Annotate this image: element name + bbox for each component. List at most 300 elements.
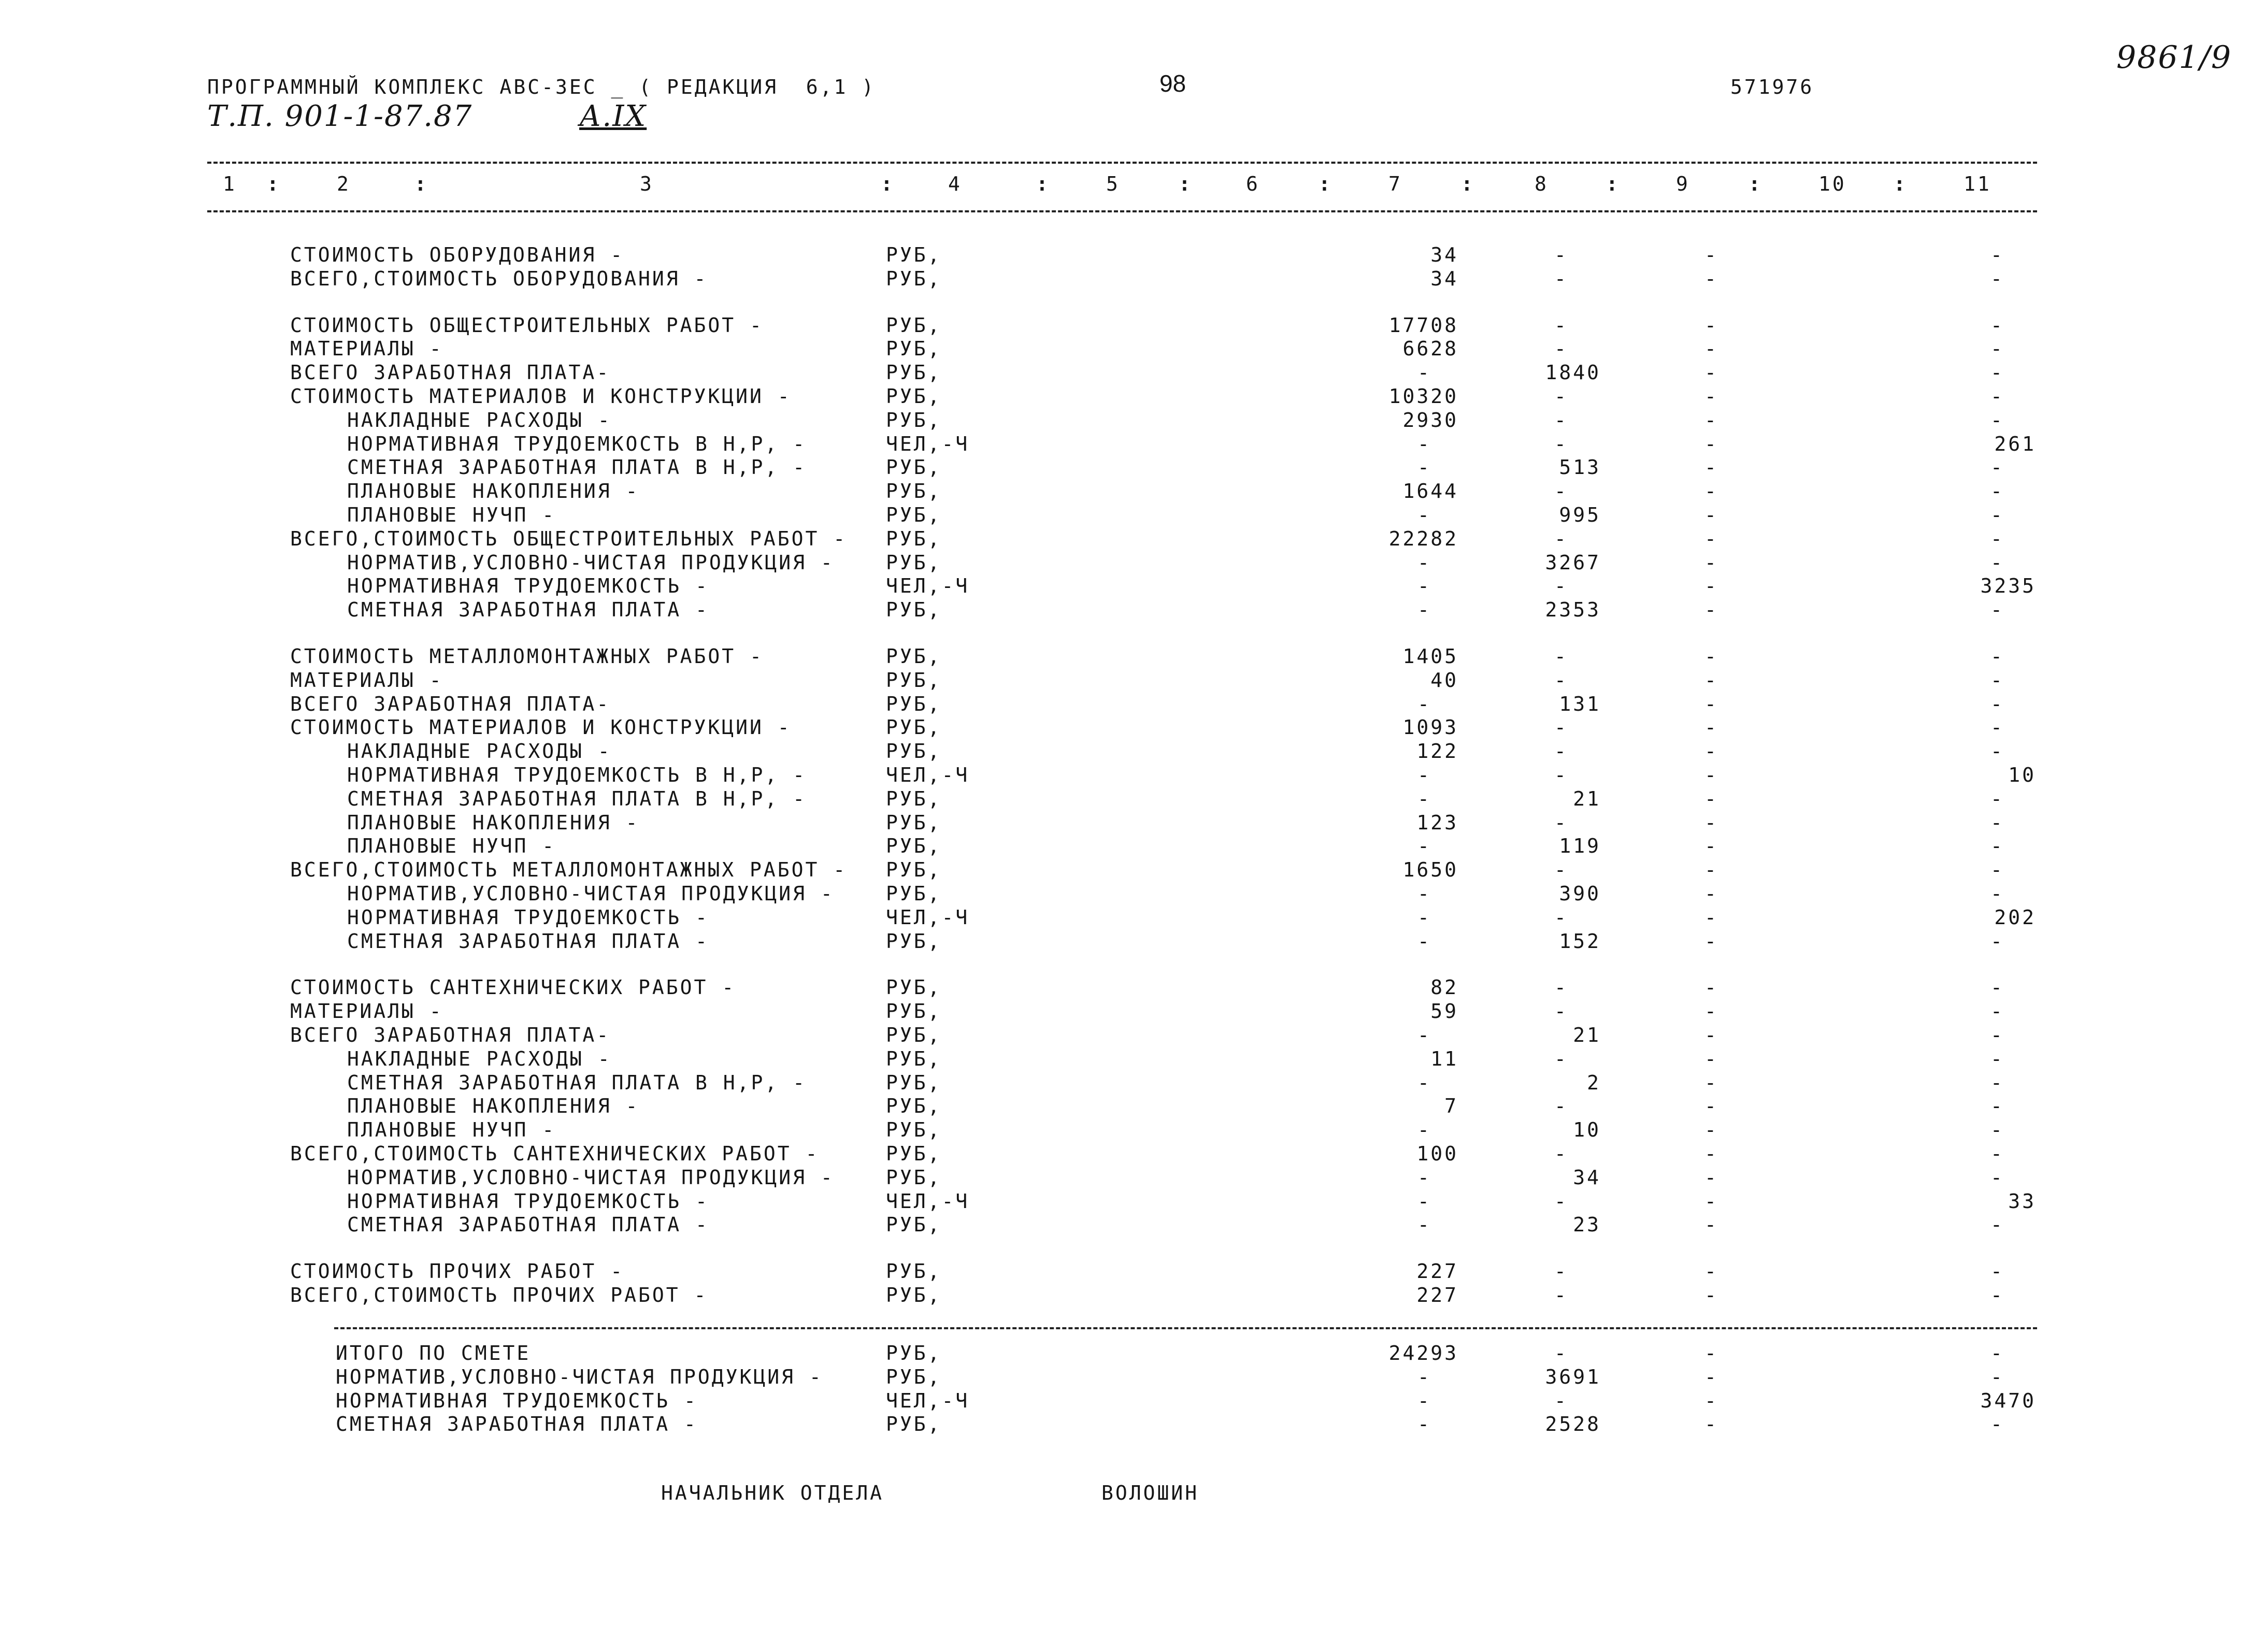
cell-c9: - — [1704, 598, 1718, 621]
cell-c11: - — [1990, 1366, 2004, 1388]
row-unit: РУБ, — [886, 1260, 942, 1283]
cell-c8: 21 — [1573, 1024, 1601, 1046]
cell-c8: - — [1554, 433, 1568, 455]
cell-c9: - — [1704, 409, 1718, 432]
cell-c9: - — [1704, 1342, 1718, 1364]
row-unit: РУБ, — [886, 740, 942, 763]
cell-c7: 24293 — [1388, 1342, 1458, 1364]
row-label: ПЛАНОВЫЕ НАКОПЛЕНИЯ - — [347, 811, 640, 834]
cell-c9: - — [1704, 1389, 1718, 1412]
cell-c11: - — [1990, 456, 2004, 479]
cell-c7: 1093 — [1402, 716, 1458, 739]
cell-c9: - — [1704, 243, 1718, 266]
cell-c7: - — [1417, 1024, 1431, 1046]
cell-c9: - — [1704, 740, 1718, 763]
cell-c7: 17708 — [1388, 314, 1458, 337]
cell-c11: - — [1990, 1413, 2004, 1435]
cell-c7: - — [1417, 551, 1431, 574]
row-unit: РУБ, — [886, 456, 942, 479]
cell-c8: - — [1554, 1342, 1568, 1364]
row-unit: РУБ, — [886, 787, 942, 810]
cell-c7: - — [1417, 1213, 1431, 1236]
cell-c7: - — [1417, 1190, 1431, 1213]
cell-c8: 2528 — [1545, 1413, 1601, 1435]
row-unit: РУБ, — [886, 243, 942, 266]
cell-c7: - — [1417, 1366, 1431, 1388]
cell-c11: - — [1990, 551, 2004, 574]
row-unit: РУБ, — [886, 504, 942, 526]
column-separator: : — [1461, 173, 1475, 195]
project-code: Т.П. 901-1-87.87 — [207, 99, 473, 133]
row-label: СМЕТНАЯ ЗАРАБОТНАЯ ПЛАТА - — [347, 598, 709, 621]
cell-c8: 995 — [1559, 504, 1601, 526]
row-unit: РУБ, — [886, 1024, 942, 1046]
row-unit: РУБ, — [886, 811, 942, 834]
cell-c8: - — [1554, 1260, 1568, 1283]
column-separator: : — [414, 173, 428, 195]
cell-c9: - — [1704, 480, 1718, 502]
cell-c7: 82 — [1430, 976, 1458, 999]
cell-c7: - — [1417, 906, 1431, 929]
cell-c9: - — [1704, 976, 1718, 999]
cell-c7: 7 — [1444, 1095, 1458, 1117]
cell-c7: 10320 — [1388, 385, 1458, 408]
cell-c11: 3470 — [1980, 1389, 2036, 1412]
cell-c11: 261 — [1994, 433, 2036, 455]
row-label: МАТЕРИАЛЫ - — [290, 337, 443, 360]
row-unit: РУБ, — [886, 480, 942, 502]
cell-c9: - — [1704, 1284, 1718, 1306]
cell-c8: - — [1554, 314, 1568, 337]
cell-c9: - — [1704, 811, 1718, 834]
cell-c8: - — [1554, 740, 1568, 763]
row-label: СМЕТНАЯ ЗАРАБОТНАЯ ПЛАТА - — [347, 930, 709, 953]
cell-c11: - — [1990, 645, 2004, 668]
cell-c8: 1840 — [1545, 361, 1601, 384]
cell-c11: - — [1990, 1118, 2004, 1141]
cell-c8: 2353 — [1545, 598, 1601, 621]
column-separator: : — [1894, 173, 1908, 195]
row-label: НОРМАТИВНАЯ ТРУДОЕМКОСТЬ - — [347, 1190, 709, 1213]
column-header-2: 2 — [337, 173, 351, 195]
totals-separator-rule — [334, 1327, 2037, 1329]
cell-c9: - — [1704, 787, 1718, 810]
column-header-9: 9 — [1676, 173, 1690, 195]
row-unit: ЧЕЛ,-Ч — [886, 1389, 970, 1412]
cell-c8: 513 — [1559, 456, 1601, 479]
row-unit: РУБ, — [886, 693, 942, 715]
column-separator: : — [1749, 173, 1763, 195]
cell-c7: - — [1417, 361, 1431, 384]
column-separator: : — [1036, 173, 1050, 195]
cell-c11: - — [1990, 1260, 2004, 1283]
row-label: СТОИМОСТЬ ОБЩЕСТРОИТЕЛЬНЫХ РАБОТ - — [290, 314, 764, 337]
cell-c7: 227 — [1416, 1284, 1458, 1306]
cell-c11: 3235 — [1980, 574, 2036, 597]
column-header-7: 7 — [1388, 173, 1402, 195]
cell-c11: - — [1990, 669, 2004, 692]
row-label: НОРМАТИВ,УСЛОВНО-ЧИСТАЯ ПРОДУКЦИЯ - — [336, 1366, 823, 1388]
row-unit: РУБ, — [886, 267, 942, 290]
cell-c8: - — [1554, 574, 1568, 597]
cell-c11: - — [1990, 858, 2004, 881]
row-label: ВСЕГО,СТОИМОСТЬ ПРОЧИХ РАБОТ - — [290, 1284, 708, 1306]
row-unit: РУБ, — [886, 1413, 942, 1435]
row-label: МАТЕРИАЛЫ - — [290, 1000, 443, 1023]
cell-c11: - — [1990, 1342, 2004, 1364]
row-label: СТОИМОСТЬ МАТЕРИАЛОВ И КОНСТРУКЦИИ - — [290, 385, 792, 408]
row-unit: РУБ, — [886, 930, 942, 953]
row-label: СТОИМОСТЬ САНТЕХНИЧЕСКИХ РАБОТ - — [290, 976, 736, 999]
row-unit: ЧЕЛ,-Ч — [886, 1190, 970, 1213]
cell-c7: 123 — [1416, 811, 1458, 834]
cell-c9: - — [1704, 1095, 1718, 1117]
row-unit: РУБ, — [886, 1095, 942, 1117]
row-unit: РУБ, — [886, 716, 942, 739]
cell-c8: 21 — [1573, 787, 1601, 810]
cell-c11: - — [1990, 930, 2004, 953]
row-unit: РУБ, — [886, 527, 942, 550]
cell-c11: - — [1990, 385, 2004, 408]
row-label: СТОИМОСТЬ ОБОРУДОВАНИЯ - — [290, 243, 625, 266]
cell-c11: - — [1990, 1047, 2004, 1070]
cell-c8: 119 — [1559, 835, 1601, 857]
row-label: НОРМАТИВНАЯ ТРУДОЕМКОСТЬ - — [347, 906, 709, 929]
cell-c11: - — [1990, 1024, 2004, 1046]
row-unit: РУБ, — [886, 1142, 942, 1165]
album-number: А.IX — [579, 99, 647, 133]
cell-c11: - — [1990, 693, 2004, 715]
cell-c11: - — [1990, 882, 2004, 905]
cell-c7: - — [1417, 930, 1431, 953]
table-top-rule — [207, 162, 2037, 164]
cell-c9: - — [1704, 1047, 1718, 1070]
column-header-8: 8 — [1535, 173, 1549, 195]
column-header-6: 6 — [1246, 173, 1260, 195]
cell-c9: - — [1704, 456, 1718, 479]
cell-c7: - — [1417, 764, 1431, 786]
row-unit: РУБ, — [886, 314, 942, 337]
cell-c7: - — [1417, 598, 1431, 621]
cell-c9: - — [1704, 693, 1718, 715]
cell-c9: - — [1704, 669, 1718, 692]
cell-c9: - — [1704, 930, 1718, 953]
row-label: ВСЕГО,СТОИМОСТЬ МЕТАЛЛОМОНТАЖНЫХ РАБОТ - — [290, 858, 848, 881]
cell-c8: - — [1554, 906, 1568, 929]
cell-c9: - — [1704, 858, 1718, 881]
cell-c11: - — [1990, 1071, 2004, 1094]
cell-c9: - — [1704, 314, 1718, 337]
column-separator: : — [1179, 173, 1193, 195]
cell-c9: - — [1704, 906, 1718, 929]
cell-c9: - — [1704, 527, 1718, 550]
cell-c9: - — [1704, 764, 1718, 786]
cell-c11: - — [1990, 835, 2004, 857]
row-label: НАКЛАДНЫЕ РАСХОДЫ - — [347, 1047, 612, 1070]
cell-c11: 202 — [1994, 906, 2036, 929]
corner-note: 9861/9 — [2116, 39, 2232, 76]
column-header-1: 1 — [223, 173, 237, 195]
row-unit: РУБ, — [886, 1366, 942, 1388]
row-unit: РУБ, — [886, 1047, 942, 1070]
program-title: ПРОГРАММНЫЙ КОМПЛЕКС АВС-3ЕС _ ( РЕДАКЦИЯ 6,1 ) — [207, 76, 876, 98]
cell-c8: - — [1554, 409, 1568, 432]
cell-c9: - — [1704, 1190, 1718, 1213]
cell-c9: - — [1704, 1213, 1718, 1236]
cell-c11: - — [1990, 480, 2004, 502]
cell-c8: - — [1554, 337, 1568, 360]
cell-c9: - — [1704, 716, 1718, 739]
column-header-5: 5 — [1106, 173, 1120, 195]
cell-c9: - — [1704, 882, 1718, 905]
cell-c8: 3691 — [1545, 1366, 1601, 1388]
row-label: НАКЛАДНЫЕ РАСХОДЫ - — [347, 409, 612, 432]
row-unit: ЧЕЛ,-Ч — [886, 764, 970, 786]
row-label: ВСЕГО ЗАРАБОТНАЯ ПЛАТА- — [290, 693, 611, 715]
cell-c8: 2 — [1587, 1071, 1601, 1094]
column-header-11: 11 — [1964, 173, 1991, 195]
cell-c9: - — [1704, 1413, 1718, 1435]
cell-c8: 23 — [1573, 1213, 1601, 1236]
cell-c11: - — [1990, 267, 2004, 290]
row-label: ПЛАНОВЫЕ НАКОПЛЕНИЯ - — [347, 1095, 640, 1117]
row-unit: РУБ, — [886, 1166, 942, 1189]
cell-c11: - — [1990, 243, 2004, 266]
cell-c7: 59 — [1430, 1000, 1458, 1023]
cell-c7: 34 — [1430, 243, 1458, 266]
row-unit: РУБ, — [886, 409, 942, 432]
row-label: СМЕТНАЯ ЗАРАБОТНАЯ ПЛАТА В Н,Р, - — [347, 787, 807, 810]
row-label: ВСЕГО,СТОИМОСТЬ САНТЕХНИЧЕСКИХ РАБОТ - — [290, 1142, 820, 1165]
row-unit: РУБ, — [886, 598, 942, 621]
cell-c11: - — [1990, 716, 2004, 739]
cell-c11: - — [1990, 1095, 2004, 1117]
cell-c11: - — [1990, 1000, 2004, 1023]
cell-c9: - — [1704, 361, 1718, 384]
row-label: НАКЛАДНЫЕ РАСХОДЫ - — [347, 740, 612, 763]
cell-c8: 152 — [1559, 930, 1601, 953]
cell-c11: - — [1990, 527, 2004, 550]
cell-c9: - — [1704, 337, 1718, 360]
header-bottom-rule — [207, 210, 2037, 212]
cell-c7: 34 — [1430, 267, 1458, 290]
cell-c8: - — [1554, 976, 1568, 999]
cell-c11: - — [1990, 504, 2004, 526]
row-unit: РУБ, — [886, 385, 942, 408]
row-unit: РУБ, — [886, 1071, 942, 1094]
cell-c8: - — [1554, 1389, 1568, 1412]
cell-c7: - — [1417, 1413, 1431, 1435]
cell-c8: - — [1554, 1142, 1568, 1165]
row-label: НОРМАТИВ,УСЛОВНО-ЧИСТАЯ ПРОДУКЦИЯ - — [347, 882, 835, 905]
row-unit: ЧЕЛ,-Ч — [886, 906, 970, 929]
row-unit: РУБ, — [886, 1284, 942, 1306]
cell-c7: 1650 — [1402, 858, 1458, 881]
cell-c8: - — [1554, 1190, 1568, 1213]
cell-c9: - — [1704, 1071, 1718, 1094]
row-unit: РУБ, — [886, 1213, 942, 1236]
row-label: СТОИМОСТЬ ПРОЧИХ РАБОТ - — [290, 1260, 625, 1283]
cell-c7: - — [1417, 693, 1431, 715]
row-label: НОРМАТИВНАЯ ТРУДОЕМКОСТЬ - — [336, 1389, 698, 1412]
row-label: НОРМАТИВНАЯ ТРУДОЕМКОСТЬ - — [347, 574, 709, 597]
column-header-3: 3 — [640, 173, 654, 195]
row-label: ИТОГО ПО СМЕТЕ — [336, 1342, 531, 1364]
row-label: НОРМАТИВНАЯ ТРУДОЕМКОСТЬ В Н,Р, - — [347, 764, 807, 786]
cell-c7: 1405 — [1402, 645, 1458, 668]
cell-c11: - — [1990, 1166, 2004, 1189]
cell-c7: 100 — [1416, 1142, 1458, 1165]
row-unit: РУБ, — [886, 882, 942, 905]
row-unit: РУБ, — [886, 1000, 942, 1023]
row-label: НОРМАТИВ,УСЛОВНО-ЧИСТАЯ ПРОДУКЦИЯ - — [347, 1166, 835, 1189]
cell-c9: - — [1704, 1000, 1718, 1023]
cell-c7: - — [1417, 1166, 1431, 1189]
cell-c9: - — [1704, 645, 1718, 668]
row-unit: РУБ, — [886, 645, 942, 668]
cell-c8: - — [1554, 764, 1568, 786]
column-separator: : — [881, 173, 895, 195]
cell-c8: 10 — [1573, 1118, 1601, 1141]
cell-c7: - — [1417, 433, 1431, 455]
row-label: ВСЕГО,СТОИМОСТЬ ОБЩЕСТРОИТЕЛЬНЫХ РАБОТ - — [290, 527, 848, 550]
cell-c7: 6628 — [1402, 337, 1458, 360]
cell-c9: - — [1704, 1118, 1718, 1141]
row-label: СМЕТНАЯ ЗАРАБОТНАЯ ПЛАТА - — [347, 1213, 709, 1236]
row-unit: РУБ, — [886, 1118, 942, 1141]
signature-name: ВОЛОШИН — [1101, 1482, 1199, 1504]
row-unit: РУБ, — [886, 858, 942, 881]
cell-c11: - — [1990, 1213, 2004, 1236]
cell-c11: - — [1990, 976, 2004, 999]
cell-c11: - — [1990, 1142, 2004, 1165]
cell-c8: - — [1554, 267, 1568, 290]
cell-c8: - — [1554, 811, 1568, 834]
row-label: МАТЕРИАЛЫ - — [290, 669, 443, 692]
row-unit: РУБ, — [886, 337, 942, 360]
cell-c7: 11 — [1430, 1047, 1458, 1070]
cell-c8: - — [1554, 527, 1568, 550]
cell-c11: - — [1990, 337, 2004, 360]
cell-c7: - — [1417, 1118, 1431, 1141]
cell-c9: - — [1704, 835, 1718, 857]
row-label: НОРМАТИВНАЯ ТРУДОЕМКОСТЬ В Н,Р, - — [347, 433, 807, 455]
cell-c7: - — [1417, 504, 1431, 526]
cell-c8: - — [1554, 385, 1568, 408]
cell-c9: - — [1704, 1366, 1718, 1388]
cell-c7: 1644 — [1402, 480, 1458, 502]
cell-c11: - — [1990, 1284, 2004, 1306]
cell-c9: - — [1704, 1142, 1718, 1165]
column-separator: : — [267, 173, 281, 195]
cell-c9: - — [1704, 385, 1718, 408]
cell-c8: - — [1554, 858, 1568, 881]
cell-c8: - — [1554, 1047, 1568, 1070]
row-label: ПЛАНОВЫЕ НУЧП - — [347, 835, 556, 857]
cell-c11: 10 — [2008, 764, 2036, 786]
cell-c9: - — [1704, 1024, 1718, 1046]
cell-c11: - — [1990, 409, 2004, 432]
cell-c11: 33 — [2008, 1190, 2036, 1213]
column-header-4: 4 — [948, 173, 962, 195]
cell-c7: - — [1417, 456, 1431, 479]
column-separator: : — [1606, 173, 1620, 195]
cell-c9: - — [1704, 1166, 1718, 1189]
row-label: СМЕТНАЯ ЗАРАБОТНАЯ ПЛАТА В Н,Р, - — [347, 1071, 807, 1094]
page-number: 98 — [1159, 70, 1186, 97]
cell-c8: 390 — [1559, 882, 1601, 905]
cell-c9: - — [1704, 1260, 1718, 1283]
row-label: ПЛАНОВЫЕ НАКОПЛЕНИЯ - — [347, 480, 640, 502]
row-label: ПЛАНОВЫЕ НУЧП - — [347, 504, 556, 526]
row-unit: РУБ, — [886, 361, 942, 384]
row-label: НОРМАТИВ,УСЛОВНО-ЧИСТАЯ ПРОДУКЦИЯ - — [347, 551, 835, 574]
cell-c8: - — [1554, 480, 1568, 502]
cell-c9: - — [1704, 574, 1718, 597]
cell-c11: - — [1990, 740, 2004, 763]
cell-c11: - — [1990, 314, 2004, 337]
cell-c9: - — [1704, 433, 1718, 455]
cell-c7: 2930 — [1402, 409, 1458, 432]
row-unit: РУБ, — [886, 1342, 942, 1364]
cell-c11: - — [1990, 598, 2004, 621]
row-label: ВСЕГО ЗАРАБОТНАЯ ПЛАТА- — [290, 361, 611, 384]
row-unit: РУБ, — [886, 551, 942, 574]
cell-c8: 3267 — [1545, 551, 1601, 574]
row-label: СТОИМОСТЬ МЕТАЛЛОМОНТАЖНЫХ РАБОТ - — [290, 645, 764, 668]
cell-c8: - — [1554, 716, 1568, 739]
column-separator: : — [1319, 173, 1332, 195]
cell-c8: - — [1554, 669, 1568, 692]
cell-c11: - — [1990, 361, 2004, 384]
row-label: СМЕТНАЯ ЗАРАБОТНАЯ ПЛАТА - — [336, 1413, 698, 1435]
cell-c9: - — [1704, 551, 1718, 574]
cell-c8: - — [1554, 243, 1568, 266]
cell-c8: - — [1554, 1095, 1568, 1117]
cell-c8: - — [1554, 1000, 1568, 1023]
cell-c11: - — [1990, 811, 2004, 834]
cell-c7: - — [1417, 574, 1431, 597]
row-unit: РУБ, — [886, 669, 942, 692]
row-label: СМЕТНАЯ ЗАРАБОТНАЯ ПЛАТА В Н,Р, - — [347, 456, 807, 479]
row-label: ПЛАНОВЫЕ НУЧП - — [347, 1118, 556, 1141]
row-label: ВСЕГО ЗАРАБОТНАЯ ПЛАТА- — [290, 1024, 611, 1046]
cell-c7: - — [1417, 835, 1431, 857]
row-label: СТОИМОСТЬ МАТЕРИАЛОВ И КОНСТРУКЦИИ - — [290, 716, 792, 739]
row-unit: РУБ, — [886, 976, 942, 999]
row-unit: ЧЕЛ,-Ч — [886, 433, 970, 455]
cell-c8: - — [1554, 1284, 1568, 1306]
column-header-10: 10 — [1818, 173, 1846, 195]
cell-c8: 34 — [1573, 1166, 1601, 1189]
cell-c7: - — [1417, 882, 1431, 905]
row-label: ВСЕГО,СТОИМОСТЬ ОБОРУДОВАНИЯ - — [290, 267, 708, 290]
cell-c7: 122 — [1416, 740, 1458, 763]
cell-c7: 22282 — [1388, 527, 1458, 550]
signature-title: НАЧАЛЬНИК ОТДЕЛА — [661, 1482, 884, 1504]
doc-code: 571976 — [1730, 76, 1814, 98]
cell-c11: - — [1990, 787, 2004, 810]
cell-c8: 131 — [1559, 693, 1601, 715]
cell-c7: 40 — [1430, 669, 1458, 692]
cell-c7: - — [1417, 1071, 1431, 1094]
cell-c8: - — [1554, 645, 1568, 668]
cell-c7: 227 — [1416, 1260, 1458, 1283]
cell-c9: - — [1704, 504, 1718, 526]
cell-c9: - — [1704, 267, 1718, 290]
row-unit: ЧЕЛ,-Ч — [886, 574, 970, 597]
cell-c7: - — [1417, 1389, 1431, 1412]
